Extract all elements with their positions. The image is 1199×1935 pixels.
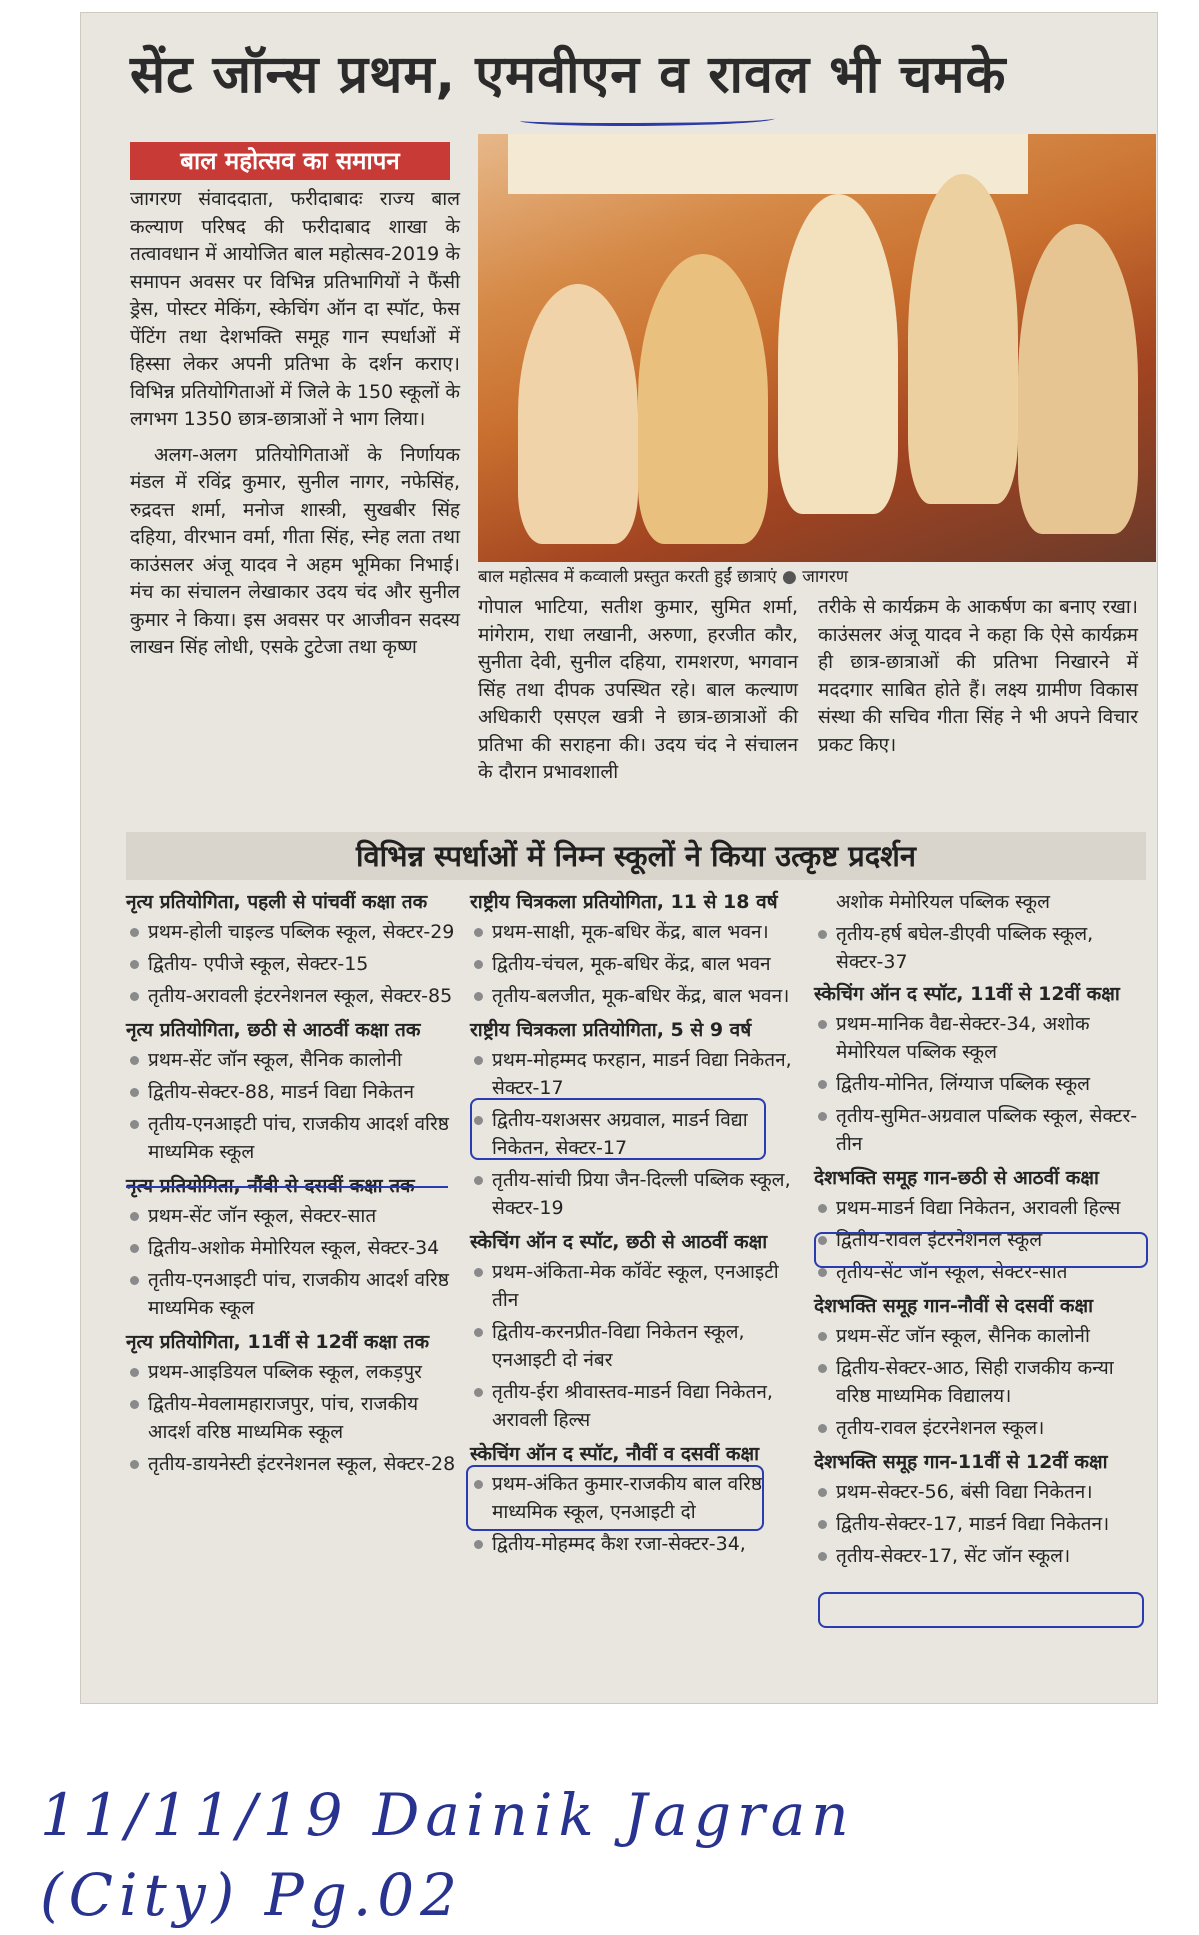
results-group — [126, 1172, 456, 1322]
result-item: तृतीय-एनआइटी पांच, राजकीय आदर्श वरिष्ठ माध्यमिक स्कूल — [126, 1110, 456, 1166]
results-group — [814, 980, 1144, 1158]
result-item: द्वितीय-सेक्टर-17, माडर्न विद्या निकेतन। — [814, 1510, 1144, 1538]
result-item: द्वितीय-मेवलामहाराजपुर, पांच, राजकीय आदर्श वरिष्ठ माध्यमिक स्कूल — [126, 1390, 456, 1446]
results-group-title: देशभक्ति समूह गान-11वीं से 12वीं कक्षा — [814, 1451, 1108, 1473]
result-item: तृतीय-अरावली इंटरनेशनल स्कूल, सेक्टर-85 — [126, 982, 456, 1010]
results-group — [814, 1292, 1144, 1442]
result-item: द्वितीय-सेक्टर-88, माडर्न विद्या निकेतन — [126, 1078, 456, 1106]
article-paragraph: अलग-अलग प्रतियोगिताओं के निर्णायक मंडल में रविंद्र कुमार, सुनील नागर, नफेसिंह, रुद्रदत्त शर्मा, मनोज शास्त्री, सुखबीर सिंह दहिया, वीरभान वर्मा, गीता सिंह, स्नेह लता तथा काउंसलर अंजू यादव ने अहम भूमिका निभाई। मंच का संचालन लेखाकार उदय चंद और सुनील कुमार ने किया। इस अवसर पर आजीवन सदस्य लाखन सिंह लोधी, एसके टुटेजा तथा कृष्ण — [130, 443, 460, 658]
article-paragraph: गोपाल भाटिया, सतीश कुमार, सुमित शर्मा, मांगेराम, राधा लखानी, अरुणा, हरजीत कौर, सुनीता देवी, सुनील दहिया, रामशरण, भगवान सिंह तथा दीपक उपस्थित रहे। बाल कल्याण अधिकारी एसएल खत्री ने छात्र-छात्राओं की प्रतिभा की सराहना की। उदय चंद ने संचालन के दौरान प्रभावशाली — [478, 596, 798, 783]
result-item: प्रथम-होली चाइल्ड पब्लिक स्कूल, सेक्टर-29 — [126, 918, 456, 946]
article-paragraph: तरीके से कार्यक्रम के आकर्षण का बनाए रखा। काउंसलर अंजू यादव ने कहा कि ऐसे कार्यक्रम ही छात्र-छात्राओं की प्रतिभा निखारने में मददगार साबित होते हैं। लक्ष्य ग्रामीण विकास संस्था की सचिव गीता सिंह ने भी अपने विचार प्रकट किए। — [818, 596, 1138, 756]
result-item: प्रथम-आइडियल पब्लिक स्कूल, लकड़पुर — [126, 1358, 456, 1386]
photo-figure — [1018, 224, 1138, 534]
result-item: प्रथम-सेक्टर-56, बंसी विद्या निकेतन। — [814, 1478, 1144, 1506]
results-group-title: नृत्य प्रतियोगिता, 11वीं से 12वीं कक्षा तक — [126, 1331, 430, 1353]
result-item: तृतीय-हर्ष बघेल-डीएवी पब्लिक स्कूल, सेक्टर-37 — [814, 920, 1144, 976]
result-item: प्रथम-सेंट जॉन स्कूल, सैनिक कालोनी — [814, 1322, 1144, 1350]
results-box-title: विभिन्न स्पर्धाओं में निम्न स्कूलों ने किया उत्कृष्ट प्रदर्शन — [126, 832, 1146, 880]
results-group-title: नृत्य प्रतियोगिता, पहली से पांचवीं कक्षा तक — [126, 891, 428, 913]
result-item: तृतीय-ईरा श्रीवास्तव-माडर्न विद्या निकेतन, अरावली हिल्स — [470, 1378, 800, 1434]
result-item: तृतीय-डायनेस्टी इंटरनेशनल स्कूल, सेक्टर-28 — [126, 1450, 456, 1478]
result-item: तृतीय-एनआइटी पांच, राजकीय आदर्श वरिष्ठ माध्यमिक स्कूल — [126, 1266, 456, 1322]
article-paragraph: जागरण संवाददाता, फरीदाबादः राज्य बाल कल्याण परिषद की फरीदाबाद शाखा के तत्वावधान में आयोजित बाल महोत्सव-2019 के समापन अवसर पर विभिन्न प्रतिभागियों ने फैंसी ड्रेस, पोस्टर मेकिंग, स्केचिंग ऑन दा स्पॉट, फेस पेंटिंग तथा देशभक्ति समूह गान स्पर्धाओं में हिस्सा लेकर अपनी प्रतिभा के दर्शन कराए। विभिन्न प्रतियोगिताओं में जिले के 150 स्कूलों के लगभग 1350 छात्र-छात्राओं ने भाग लिया। — [130, 188, 460, 430]
photo-figure — [908, 174, 1018, 504]
article-column-1 — [130, 186, 460, 670]
article-column-3 — [818, 594, 1138, 767]
ink-mark-box — [818, 1592, 1144, 1628]
result-item: तृतीय-सांची प्रिया जैन-दिल्ली पब्लिक स्कूल, सेक्टर-19 — [470, 1166, 800, 1222]
result-item: प्रथम-मानिक वैद्य-सेक्टर-34, अशोक मेमोरियल पब्लिक स्कूल — [814, 1010, 1144, 1066]
result-item: द्वितीय-अशोक मेमोरियल स्कूल, सेक्टर-34 — [126, 1234, 456, 1262]
results-group-title: स्केचिंग ऑन द स्पॉट, छठी से आठवीं कक्षा — [470, 1231, 768, 1253]
result-item: द्वितीय-मोहम्मद कैश रजा-सेक्टर-34, — [470, 1530, 800, 1558]
photo-figure — [778, 194, 898, 514]
results-group — [126, 888, 456, 1010]
result-item: द्वितीय-रावल इंटरनेशनल स्कूल — [814, 1226, 1144, 1254]
result-item: प्रथम-मोहम्मद फरहान, माडर्न विद्या निकेतन, सेक्टर-17 — [470, 1046, 800, 1102]
results-group-title: स्केचिंग ऑन द स्पॉट, नौवीं व दसवीं कक्षा — [470, 1443, 760, 1465]
bullet-icon: ● — [782, 567, 803, 587]
article-column-2 — [478, 594, 798, 795]
result-item: द्वितीय-चंचल, मूक-बधिर केंद्र, बाल भवन — [470, 950, 800, 978]
result-item: द्वितीय-मोनित, लिंग्याज पब्लिक स्कूल — [814, 1070, 1144, 1098]
result-item-continued: अशोक मेमोरियल पब्लिक स्कूल — [836, 891, 1050, 913]
results-group-title: नृत्य प्रतियोगिता, नौंवी से दसवीं कक्षा तक — [126, 1175, 415, 1197]
results-group-title: देशभक्ति समूह गान-नौवीं से दसवीं कक्षा — [814, 1295, 1094, 1317]
results-group-title: नृत्य प्रतियोगिता, छठी से आठवीं कक्षा तक — [126, 1019, 421, 1041]
ink-underline-mark — [126, 1186, 448, 1188]
results-group — [814, 1448, 1144, 1570]
result-item: तृतीय-रावल इंटरनेशनल स्कूल। — [814, 1414, 1144, 1442]
result-item: प्रथम-सेंट जॉन स्कूल, सैनिक कालोनी — [126, 1046, 456, 1074]
photo-figure — [518, 284, 638, 544]
results-group-title: राष्ट्रीय चित्रकला प्रतियोगिता, 5 से 9 वर्ष — [470, 1019, 752, 1041]
result-item: प्रथम-अंकित कुमार-राजकीय बाल वरिष्ठ माध्यमिक स्कूल, एनआइटी दो — [470, 1470, 800, 1526]
ink-mark-box — [466, 1465, 764, 1531]
headline: सेंट जॉन्स प्रथम, एमवीएन व रावल भी चमके — [130, 45, 1007, 105]
results-column-2 — [470, 888, 800, 1564]
results-group — [470, 1228, 800, 1434]
result-item: प्रथम-साक्षी, मूक-बधिर केंद्र, बाल भवन। — [470, 918, 800, 946]
handwritten-note: 11/11/19 Dainik Jagran (City) Pg.02 — [40, 1781, 855, 1929]
result-item: प्रथम-सेंट जॉन स्कूल, सेक्टर-सात — [126, 1202, 456, 1230]
result-item: द्वितीय- एपीजे स्कूल, सेक्टर-15 — [126, 950, 456, 978]
results-group — [126, 1016, 456, 1166]
result-item: तृतीय-सेंट जॉन स्कूल, सेक्टर-सात — [814, 1258, 1144, 1286]
ink-mark-box — [470, 1098, 766, 1160]
news-photo — [478, 134, 1156, 562]
photo-figure — [638, 254, 768, 544]
result-item: प्रथम-माडर्न विद्या निकेतन, अरावली हिल्स — [814, 1194, 1144, 1222]
result-item: प्रथम-अंकिता-मेक कॉवेंट स्कूल, एनआइटी तीन — [470, 1258, 800, 1314]
results-group-title: राष्ट्रीय चित्रकला प्रतियोगिता, 11 से 18 वर्ष — [470, 891, 778, 913]
results-group — [126, 1328, 456, 1478]
photo-credit: जागरण — [802, 567, 849, 587]
result-item: द्वितीय-करनप्रीत-विद्या निकेतन स्कूल, एनआइटी दो नंबर — [470, 1318, 800, 1374]
photo-caption-text: बाल महोत्सव में कव्वाली प्रस्तुत करती हुईं छात्राएं — [478, 567, 777, 587]
result-item: तृतीय-सेक्टर-17, सेंट जॉन स्कूल। — [814, 1542, 1144, 1570]
results-group — [470, 888, 800, 1010]
result-item: तृतीय-सुमित-अग्रवाल पब्लिक स्कूल, सेक्टर-तीन — [814, 1102, 1144, 1158]
ink-mark-box — [814, 1232, 1148, 1268]
result-item: तृतीय-बलजीत, मूक-बधिर केंद्र, बाल भवन। — [470, 982, 800, 1010]
results-group-title: स्केचिंग ऑन द स्पॉट, 11वीं से 12वीं कक्षा — [814, 983, 1120, 1005]
result-item: द्वितीय-यशअसर अग्रवाल, माडर्न विद्या निकेतन, सेक्टर-17 — [470, 1106, 800, 1162]
photo-caption — [478, 566, 1156, 588]
results-group-title: देशभक्ति समूह गान-छठी से आठवीं कक्षा — [814, 1167, 1099, 1189]
result-item: द्वितीय-सेक्टर-आठ, सिही राजकीय कन्या वरिष्ठ माध्यमिक विद्यालय। — [814, 1354, 1144, 1410]
kicker-label: बाल महोत्सव का समापन — [130, 142, 450, 180]
